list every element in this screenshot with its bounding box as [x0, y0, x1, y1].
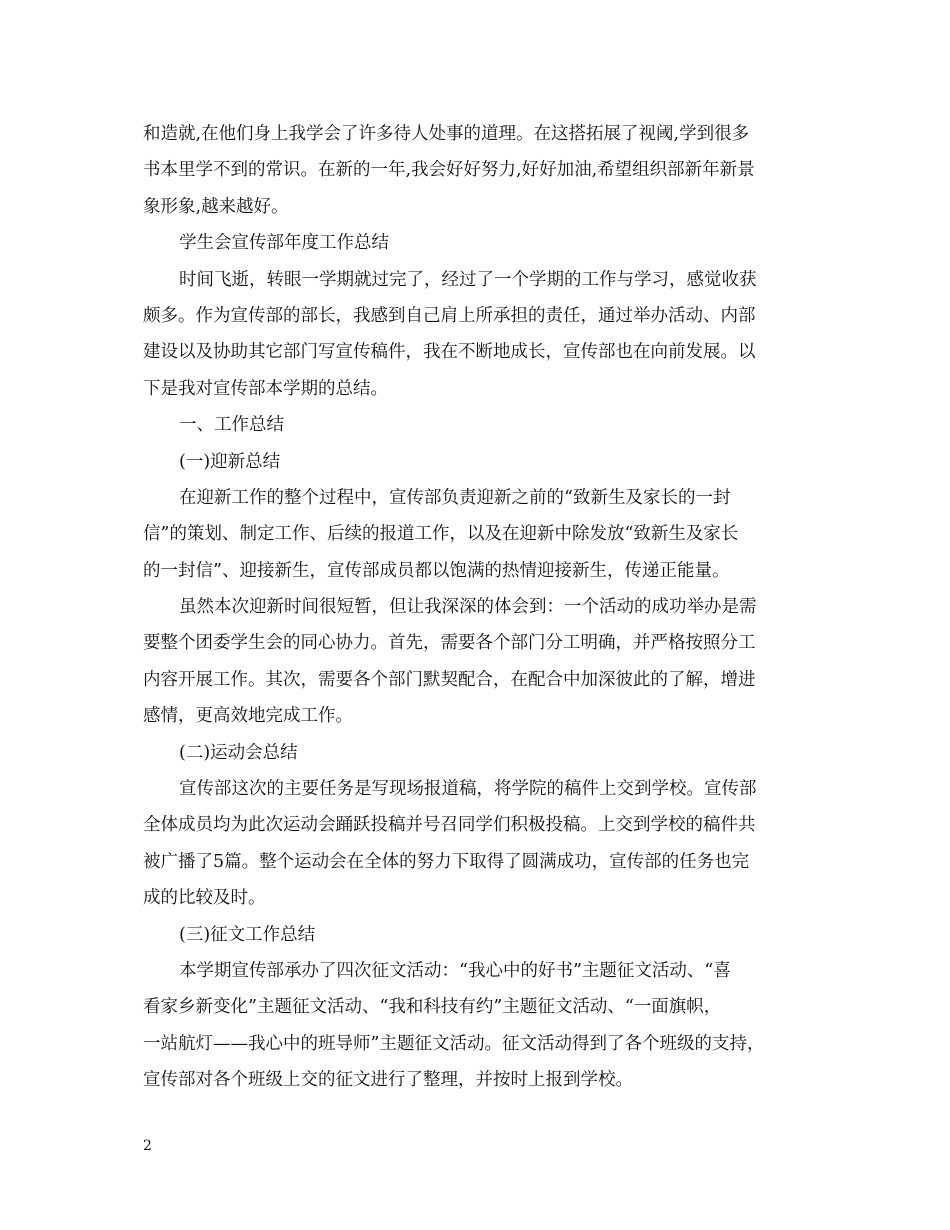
text-line: 虽然本次迎新时间很短暂，但让我深深的体会到：一个活动的成功举办是需: [179, 597, 757, 618]
text-line: (二)运动会总结: [179, 742, 298, 763]
text-line: 和造就,在他们身上我学会了许多待人处事的道理。在这搭拓展了视阈,学到很多: [143, 124, 750, 144]
text-line: (一)迎新总结: [179, 451, 281, 472]
text-line: 宣传部这次的主要任务是写现场报道稿，将学院的稿件上交到学校。宣传部: [179, 779, 757, 800]
text-line: 本学期宣传部承办了四次征文活动：“我心中的好书”主题征文活动、“喜: [179, 960, 731, 981]
text-line: 下是我对宣传部本学期的总结。: [143, 378, 388, 399]
text-line: 的一封信”、迎接新生，宣传部成员都以饱满的热情迎接新生，传递正能量。: [143, 560, 730, 581]
text-line: 看家乡新变化”主题征文活动、“我和科技有约”主题征文活动、“一面旗帜，: [143, 997, 722, 1018]
text-line: 书本里学不到的常识。在新的一年,我会好好努力,好好加油,希望组织部新年新景: [143, 160, 755, 181]
text-line: 信”的策划、制定工作、后续的报道工作，以及在迎新中除发放“致新生及家长: [143, 524, 739, 545]
text-line: 象形象,越来越好。: [143, 196, 289, 217]
text-line: 宣传部对各个班级上交的征文进行了整理，并按时上报到学校。: [143, 1070, 633, 1091]
text-line: 感情，更高效地完成工作。: [143, 706, 353, 727]
text-line: (三)征文工作总结: [179, 924, 316, 945]
page-number: 2: [143, 1138, 152, 1154]
text-line: 建设以及协助其它部门写宣传稿件，我在不断地成长，宣传部也在向前发展。以: [143, 342, 756, 363]
text-line: 全体成员均为此次运动会踊跃投稿并号召同学们积极投稿。上交到学校的稿件共: [143, 815, 756, 836]
text-line: 颇多。作为宣传部的部长，我感到自己肩上所承担的责任，通过举办活动、内部: [143, 305, 756, 326]
text-line: 成的比较及时。: [143, 888, 266, 909]
text-line: 在迎新工作的整个过程中，宣传部负责迎新之前的“致新生及家长的一封: [179, 487, 731, 508]
document-body: [143, 116, 803, 1099]
text-line: 学生会宣传部年度工作总结: [179, 233, 389, 254]
text-line: 时间飞逝，转眼一学期就过完了，经过了一个学期的工作与学习，感觉收获: [179, 269, 757, 290]
text-line: 要整个团委学生会的同心协力。首先，需要各个部门分工明确，并严格按照分工: [143, 633, 756, 654]
text-line: 一、工作总结: [179, 415, 284, 436]
text-line: 一站航灯——我心中的班导师”主题征文活动。征文活动得到了各个班级的支持，: [143, 1033, 765, 1054]
text-line: 内容开展工作。其次，需要各个部门默契配合，在配合中加深彼此的了解，增进: [143, 669, 756, 690]
text-line: 被广播了5篇。整个运动会在全体的努力下取得了圆满成功，宣传部的任务也完: [143, 851, 750, 872]
